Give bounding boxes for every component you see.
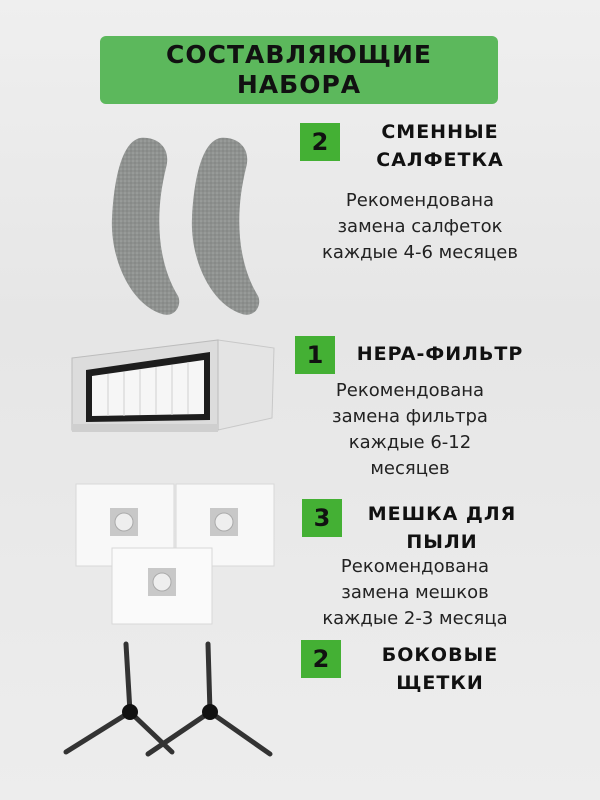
item-description: Рекомендована замена фильтра каждые 6-12 месяцев [332, 380, 488, 479]
item-description: Рекомендована замена мешков каждые 2-3 месяца [322, 556, 508, 629]
hepa-filter-image [68, 338, 278, 438]
header-banner [100, 36, 498, 104]
header-title-line2: НАБОРА [236, 70, 362, 99]
item-count-badge: 1 [295, 336, 335, 374]
mop-pad-left [112, 138, 179, 315]
dust-bags-image [70, 478, 280, 628]
mop-pads-image [100, 128, 270, 328]
item-title: HEPA-ФИЛЬТР [356, 343, 524, 365]
item-count-badge: 2 [300, 123, 340, 161]
header-title-line1: СОСТАВЛЯЮЩИЕ [166, 40, 432, 69]
item-title: МЕШКА ДЛЯ ПЫЛИ [367, 503, 517, 553]
dust-bag [112, 548, 212, 624]
item-title: БОКОВЫЕ ЩЕТКИ [381, 644, 499, 694]
side-brushes-image [60, 640, 280, 760]
mop-pad-right [192, 138, 259, 315]
item-description: Рекомендована замена салфеток каждые 4-6 месяцев [321, 190, 518, 263]
side-brush [148, 644, 270, 754]
item-count-badge: 3 [302, 499, 342, 537]
item-title: СМЕННЫЕ САЛФЕТКА [376, 121, 504, 171]
side-brush [66, 644, 172, 752]
item-count-badge: 2 [301, 640, 341, 678]
